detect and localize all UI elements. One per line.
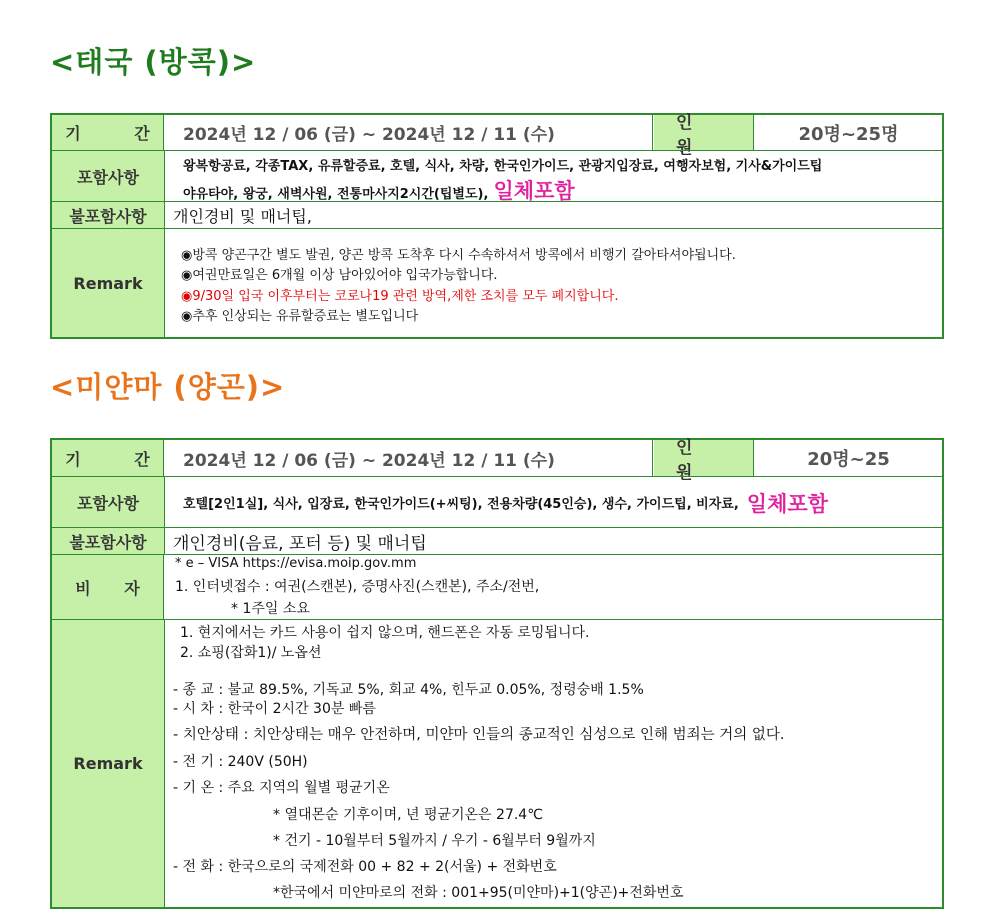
remark-line: ◉방콕 양곤구간 별도 발권, 양곤 방콕 도착후 다시 수속하셔서 방콕에서 비행기 갈아타셔야됩니다. <box>181 248 736 263</box>
remark-line-notice: ◉9/30일 입국 이후부터는 코로나19 관련 방역,제한 조치를 모두 폐지합니다. <box>181 289 619 304</box>
visa-line-1: * e – VISA https://evisa.moip.gov.mm <box>175 556 417 571</box>
remark-label: Remark <box>52 620 165 907</box>
remark-line: * 건기 - 10월부터 5월까지 / 우기 - 6월부터 9월까지 <box>273 833 596 849</box>
included-row <box>52 150 942 202</box>
included-highlight: 일체포함 <box>493 179 575 202</box>
included-label: 포함사항 <box>52 477 165 528</box>
excluded-row <box>52 201 942 229</box>
included-cell <box>165 151 942 202</box>
remark-line: - 기 온 : 주요 지역의 월별 평균기온 <box>173 780 390 796</box>
period-value: 2024년 12 / 06 (금) ~ 2024년 12 / 11 (수) <box>165 440 653 476</box>
included-cell <box>165 477 942 528</box>
pax-label: 인 원 <box>654 115 754 150</box>
remark-line: - 전 화 : 한국으로의 국제전화 00 + 82 + 2(서울) + 전화번호 <box>173 859 557 875</box>
remark-cell <box>165 229 942 337</box>
excluded-label: 불포함사항 <box>52 528 165 555</box>
included-highlight: 일체포함 <box>746 491 828 516</box>
visa-line-3: * 1주일 소요 <box>231 601 310 617</box>
remark-row <box>52 228 942 337</box>
excluded-row <box>52 527 942 555</box>
remark-line: *한국에서 미얀마로의 전화 : 001+95(미얀마)+1(양곤)+전화번호 <box>273 885 684 901</box>
period-row <box>52 112 942 158</box>
excluded-value: 개인경비 및 매너팁, <box>173 207 312 226</box>
period-value: 2024년 12 / 06 (금) ~ 2024년 12 / 11 (수) <box>165 115 653 150</box>
excluded-cell <box>165 202 942 229</box>
remark-line: * 열대몬순 기후이며, 년 평균기온은 27.4℃ <box>273 807 543 823</box>
included-row <box>52 476 942 528</box>
remark-line: - 치안상태 : 치안상태는 매우 안전하며, 미얀마 인들의 종교적인 심성으로 인해 범죄는 거의 없다. <box>173 727 785 743</box>
excluded-cell <box>165 528 942 555</box>
period-label: 기 간 <box>52 440 164 476</box>
remark-line: 1. 현지에서는 카드 사용이 쉽지 않으며, 핸드폰은 자동 로밍됩니다. <box>180 625 590 641</box>
included-line: 호텔[2인1실], 식사, 입장료, 한국인가이드(+씨팅), 전용차량(45인승), 생수, 가이드팁, 비자료, <box>183 497 739 512</box>
visa-label: 비 자 <box>52 555 164 620</box>
remark-line: - 시 차 : 한국이 2시간 30분 빠름 <box>173 701 376 717</box>
included-label: 포함사항 <box>52 151 165 202</box>
section-title-myanmar: <미얀마 (양곤)> <box>50 370 286 404</box>
thailand-info-table <box>50 113 944 339</box>
excluded-label: 불포함사항 <box>52 202 165 229</box>
remark-label: Remark <box>52 229 165 337</box>
remark-row <box>52 619 942 907</box>
remark-line: ◉추후 인상되는 유류할증료는 별도입니다 <box>181 309 419 324</box>
included-line-1: 왕복항공료, 각종TAX, 유류할증료, 호텔, 식사, 차량, 한국인가이드, 관광지입장료, 여행자보험, 기사&가이드팁 <box>183 159 823 174</box>
visa-cell <box>165 555 942 620</box>
included-line-2-wrap <box>183 175 575 202</box>
period-row <box>52 438 942 483</box>
remark-line: ◉여권만료일은 6개월 이상 남아있어야 입국가능합니다. <box>181 268 498 283</box>
excluded-value: 개인경비(음료, 포터 등) 및 매너팁 <box>173 534 427 554</box>
visa-row <box>52 554 942 620</box>
section-title-thailand: <태국 (방콕)> <box>50 45 257 79</box>
pax-label: 인 원 <box>654 440 754 476</box>
remark-line: - 전 기 : 240V (50H) <box>173 754 308 770</box>
period-label: 기 간 <box>52 115 164 150</box>
included-line-2: 야유타야, 왕궁, 새벽사원, 전통마사지2시간(팁별도), <box>183 187 489 202</box>
remark-cell <box>165 620 942 907</box>
pax-value: 20명~25명 <box>798 123 899 145</box>
remark-line: - 종 교 : 불교 89.5%, 기독교 5%, 회교 4%, 힌두교 0.05%, 정령숭배 1.5% <box>173 682 644 698</box>
visa-line-2: 1. 인터넷접수 : 여권(스캔본), 증명사진(스캔본), 주소/전번, <box>175 579 540 595</box>
pax-value: 20명~25 <box>807 449 890 470</box>
myanmar-info-table <box>50 438 944 909</box>
remark-line: 2. 쇼핑(잡화1)/ 노옵션 <box>180 645 322 661</box>
